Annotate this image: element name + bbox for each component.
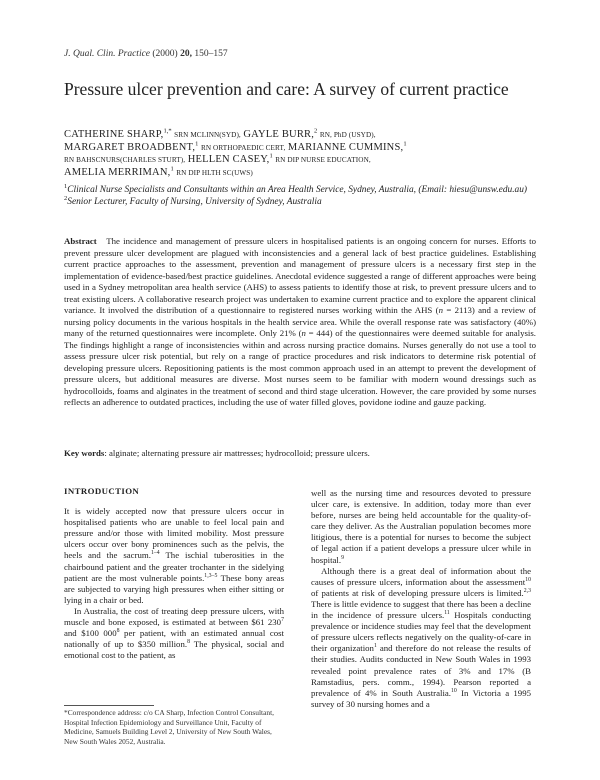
affiliations (64, 184, 544, 208)
paragraph-text: per patient, with an estimated annual cost nationally of up to $350 million. (64, 628, 284, 650)
keywords (64, 448, 536, 460)
paragraph (311, 566, 531, 710)
abstract-n-symbol: n (438, 305, 443, 315)
citation: 1,3–5 (204, 572, 218, 579)
journal-pages: 150–157 (194, 49, 228, 59)
abstract (64, 236, 536, 409)
author-name: GAYLE BURR, (243, 129, 315, 140)
citation: 1 (373, 643, 377, 650)
paragraph-text: Although there is a great deal of information about the causes of pressure ulcers, information about the assessment (311, 565, 531, 587)
keywords-label: Key words (64, 448, 105, 458)
citation: 2,3 (523, 587, 531, 594)
author-name: MARGARET BROADBENT, (64, 141, 196, 153)
author-name: MARIANNE CUMMINS, (287, 141, 404, 153)
paragraph-text: and therefore do not release the results of their studies. Audits conducted in New South Wales in 1993 revealed point prevalence rates of 3% and 17% (B Ramstadius, pers. comm., 1994). Pearson reported a prevalence of 4% in South Australia. (311, 643, 531, 698)
paragraph-text: In Victoria a 1995 survey of 30 nursing homes and a (311, 687, 531, 709)
author-name: HELLEN CASEY, (187, 154, 270, 166)
journal-reference (64, 49, 228, 59)
author-affiliation-marker: 1 (195, 140, 199, 148)
author-affiliation-marker: 1 (269, 152, 273, 160)
citation: 11 (444, 610, 450, 617)
citation: 10 (451, 687, 457, 694)
abstract-text: = 2113) and a review of nursing policy documents in the various hospitals in the health service area. While the overall response rate was satisfactory (40%) many of the returned questionnaires were incomplete. Only 21% ( (64, 305, 536, 338)
author-name: CATHERINE SHARP, (64, 129, 164, 140)
author-list (64, 129, 544, 179)
journal-year: (2000) (152, 49, 178, 59)
author-name: AMELIA MERRIMAN, (64, 166, 171, 178)
abstract-label: Abstract (64, 236, 97, 246)
affiliation-marker: 1 (64, 182, 68, 190)
citation: 7 (281, 617, 284, 624)
author-credentials: RN DIP HLTH SC(UWS) (176, 168, 253, 177)
author-affiliation-marker: 1 (170, 165, 174, 173)
paragraph-text: and $100 000 (64, 628, 117, 639)
paragraph (64, 606, 284, 661)
citation: 8 (187, 639, 190, 646)
paragraph-text: There is little evidence to suggest that there has been a decline in the incidence of pressure ulcers. (311, 598, 531, 621)
paragraph-text: well as the nursing time and resources devoted to pressure ulcer care, is extensive. In addition, today more than ever before, nurses are being held accountable for the quality-of-care they deliver. As the Australian population becomes more litigious, there is a potential for nurses to become the subject of legal action if a patient develops a pressure ulcer while in hospital. (311, 488, 531, 565)
paragraph-text: The ischial tuberosities in the chairbound patient and the greater trochanter in the sidelying patient are the most vulnerable points. (64, 550, 284, 583)
paragraph-text: In Australia, the cost of treating deep pressure ulcers, with muscle and bone exposed, is estimated at between $61 230 (64, 605, 284, 628)
abstract-text: The incidence and management of pressure ulcers in hospitalised patients is an ongoing concern for nurses. Efforts to prevent pressure ulcer development are plagued with inconsistencies and a general lack of best practice guidelines. Establishing current practice approaches to the assessment, prevention and management of pressure ulcers is a necessary first step in the implementation of evidence-based/best practice guidelines. Anecdotal evidence suggested a range of different approaches were being used in a Sydney metropolitan area health service (AHS) to assess patients to identify those at risk, to prevent pressure ulcers and to treat existing ulcers. A collaborative research project was undertaken to examine current practice and to explore the apparent clinical variance. It involved the distribution of a questionnaire to registered nurses working within the AHS ( (64, 236, 536, 315)
author-credentials: RN ORTHOPAEDIC CERT, (200, 143, 286, 152)
author-credentials: RN, PhD (USYD), (319, 131, 376, 139)
paragraph (64, 506, 284, 606)
right-column (311, 488, 531, 710)
author-affiliation-marker: 1,* (163, 127, 172, 135)
journal-volume: 20, (180, 49, 192, 59)
correspondence-footnote: *Correspondence address: c/o CA Sharp, Infection Control Consultant, Hospital Infection Epidemiology and Surveillance Unit, Faculty of Medicine, Samuels Building Level 2, University of New South Wales, New South Wales 2052, Australia. (64, 708, 274, 746)
journal-name: J. Qual. Clin. Practice (64, 49, 151, 59)
affiliation-text: Senior Lecturer, Faculty of Nursing, University of Sydney, Australia (67, 197, 322, 208)
paragraph (311, 488, 531, 566)
abstract-text: = 444) of the questionnaires were deemed suitable for analysis. The findings highlight a range of inconsistencies within and across nursing practice domains. Nurses generally do not use a tool to assess pressure ulcer risk potential, but rely on a range of practice procedures and risk indicators to determine risk potential of developing pressure ulcers. Repositioning patients is the most common approach used in an attempt to prevent the development of pressure ulcers, but additional measures are diverse. Most nurses seem to be familiar with modern wound dressings such as hydrocolloids, foams and alginates in the treatment of second and third stage ulceration. However, the care provided by some nurses reflects an adherence to outdated practices, including the use of water filled gloves, povidone iodine and gauze packing. (64, 328, 536, 407)
affiliation-marker: 2 (64, 195, 68, 203)
abstract-n-symbol: n (301, 328, 306, 338)
paragraph-text: of patients at risk of developing pressure ulcers is limited. (311, 587, 524, 598)
citation: 8 (116, 628, 120, 635)
paragraph-text: These bony areas are subjected to varying high pressures when either sitting or lying in a chair or bed. (64, 572, 285, 605)
author-affiliation-marker: 2 (314, 127, 318, 135)
author-affiliation-marker: 1 (403, 140, 407, 148)
author-credentials: SRN MCLINN(SYD), (174, 131, 241, 139)
affiliation-text: Clinical Nurse Specialists and Consultants within an Area Health Service, Sydney, Australia, (Email: hiesu@unsw.edu.au) (67, 185, 528, 195)
section-heading-introduction: INTRODUCTION (64, 486, 140, 496)
author-credentials: RN BAHSCNURS(CHARLES STURT), (64, 156, 186, 165)
citation: 10 (525, 576, 531, 583)
author-credentials: RN DIP NURSE EDUCATION, (275, 156, 371, 165)
paragraph-text: The physical, social and emotional cost to the patient, as (64, 639, 284, 661)
footnote-divider (64, 705, 154, 706)
article-title: Pressure ulcer prevention and care: A survey of current practice (64, 79, 509, 99)
paragraph-text: Hospitals conducting prevalence or incidence studies may feel that the development of pressure ulcers reflects negatively on the quality-of-care in their organization (311, 610, 531, 654)
citation: 9 (341, 554, 344, 561)
left-column (64, 486, 284, 661)
citation: 1–4 (150, 550, 160, 557)
keywords-text: : alginate; alternating pressure air mattresses; hydrocolloid; pressure ulcers. (104, 448, 370, 458)
paragraph-text: It is widely accepted now that pressure ulcers occur in hospitalised patients who are unable to feel local pain and pressure and/or those with limited mobility. Most pressure ulcers occur over bony prominences such as the pelvis, the heels and the sacrum. (64, 506, 284, 561)
